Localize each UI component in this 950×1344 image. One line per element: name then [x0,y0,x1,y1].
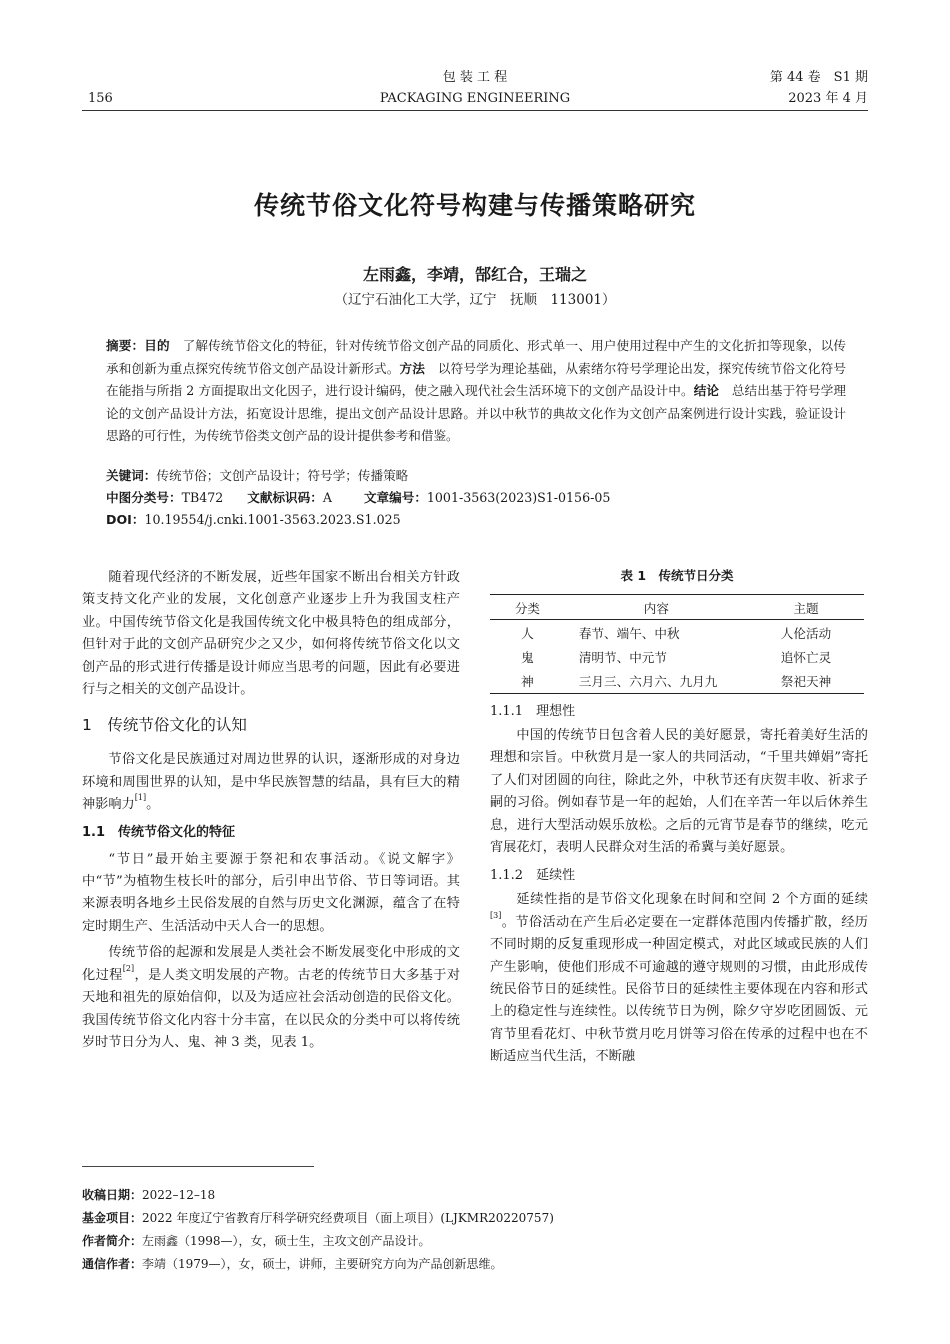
left-column [82,567,460,1054]
table-row [490,644,864,668]
section-1-text: 节俗文化是民族通过对周边世界的认识，逐渐形成的对身边环境和周围世界的认知，是中华民族智慧的结晶，具有巨大的精神影响力 [82,752,460,813]
section-1-paragraph [82,749,460,816]
abstract [106,335,846,448]
table-cell: 鬼 [521,650,534,666]
section-1-1-1-heading: 1.1.1 理想性 [490,704,576,719]
keywords [106,465,846,487]
received-label: 收稿日期： [82,1188,143,1202]
method-label: 方法 [399,360,426,376]
table-1 [490,594,864,694]
doc-code-label: 文献标识码： [247,490,323,505]
table-cell: 神 [490,669,565,694]
footnote-received [82,1184,882,1206]
article-no-label: 文章编号： [363,490,427,505]
journal-name-en: PACKAGING ENGINEERING [379,91,571,106]
footnote-corresponding [82,1253,882,1275]
volume-issue: 第 44 卷 S1 期 [769,70,868,85]
author-bio-label: 作者简介： [82,1234,143,1248]
section-1-end: 。 [146,797,160,813]
table-row [490,669,864,694]
received-value: 2022–12–18 [142,1188,216,1202]
issue-date: 2023 年 4 月 [788,91,868,106]
header-rule [82,110,868,111]
intro-paragraph: 随着现代经济的不断发展，近些年国家不断出台相关方针政策支持文化产业的发展，文化创意产业逐步上升为我国支柱产业。中国传统节俗文化是我国传统文化中极具特色的组成部分，但针对于此的文创产品研究少之又少，如何将传统节俗文化以文创产品的形式进行传播是设计师应当思考的问题，因此有必要进行与之相关的文创产品设计。 [82,570,460,698]
corresponding-label: 通信作者： [82,1257,143,1271]
reference-2: [2] [122,963,135,973]
affiliation: （辽宁石油化工大学，辽宁 抚顺 113001） [334,292,616,308]
continuity-paragraph [490,889,868,1068]
festival-development-paragraph [82,942,460,1054]
section-1-1-heading: 1.1 传统节俗文化的特征 [82,824,236,840]
table-cell: 人 [521,625,534,641]
conclusion-text: 总结出基于符号学理论的文创产品设计方法，拓宽设计思维，提出文创产品设计思路。并以中秋节的典故文化作为文创产品案例进行设计实践，验证设计思路的可行性，为传统节俗类文创产品的设计提供参考和借鉴。 [106,383,847,443]
reference-1: [1] [134,793,147,803]
table-cell: 人伦活动 [780,625,832,641]
table-cell: 春节、端午、中秋 [578,625,680,641]
journal-name-cn: 包 装 工 程 [442,70,508,85]
footnote-rule [82,1166,314,1167]
page-title: 传统节俗文化符号构建与传播策略研究 [253,191,696,220]
method-text: 以符号学为理论基础，从索绪尔符号学理论出发，探究传统节俗文化符号在能指与所指 2 方面提取出文化因子，进行设计编码，使之融入现代社会生活环境下的文创产品设计中。 [106,360,847,398]
table-cell: 清明节、中元节 [578,650,667,666]
table-cell: 三月三、六月六、九月九 [565,669,748,694]
article-no-value: 1001-3563(2023)S1-0156-05 [426,490,611,505]
corresponding-value: 李靖（1979—），女，硕士，讲师，主要研究方向为产品创新思维。 [142,1257,503,1271]
table-1-caption: 表 1 传统节日分类 [620,568,734,583]
doi-label: DOI： [106,512,145,527]
doi-value: 10.19554/j.cnki.1001-3563.2023.S1.025 [144,512,401,527]
para3-text-b: ，是人类文明发展的产物。古老的传统节日大多基于对天地和祖先的原始信仰，以及为适应社会活动创造的民俗文化。我国传统节俗文化内容十分丰富，在以民众的分类中可以将传统岁时节日分为人、鬼、神 3 类，见表 1。 [82,967,461,1050]
classification [106,487,846,509]
doc-code-value: A [322,490,332,505]
fund-value: 2022 年度辽宁省教育厅科学研究经费项目（面上项目）(LJKMR20220757) [142,1211,554,1225]
clc-label: 中图分类号： [106,490,182,505]
fund-label: 基金项目： [82,1211,143,1225]
keywords-value: 传统节俗；文创产品设计；符号学；传播策略 [156,468,409,483]
p112-text-b: 。节俗活动在产生后必定要在一定群体范围内传播扩散，经历不同时期的反复重现形成一种固定模式，对此区域或民族的人们产生影响，使他们形成不可逾越的遵守规则的习惯，由此形成传统民俗节日的延续性。民俗节日的延续性主要体现在内容和形式上的稳定性与连续性。以传统节日为例，除夕守岁吃团圆饭、元宵节里看花灯、中秋节赏月吃月饼等习俗在传承的过程中也在不断适应当代生活，不断融 [490,914,868,1065]
festival-origin-paragraph: “节日”最开始主要源于祭祀和农事活动。《说文解字》中“节”为植物生枝长叶的部分，后引申出节俗、节日等词语。其来源表明各地乡土民俗发展的自然与历史文化渊源，蕴含了在特定时期生产、生活活动中天人合一的思想。 [82,851,460,934]
footnote-fund [82,1207,882,1229]
ideal-paragraph: 中国的传统节日包含着人民的美好愿景，寄托着美好生活的理想和宗旨。中秋赏月是一家人的共同活动，“千里共婵娟”寄托了人们对团圆的向往，除此之外，中秋节还有庆贺丰收、祈求子嗣的习俗。例如春节是一年的起始，人们在辛苦一年以后休养生息，进行大型活动娱乐放松。之后的元宵节是春节的继续，吃元宵展花灯，表明人民群众对生活的希冀与美好愿景。 [490,728,868,856]
header-theme: 主题 [748,595,864,620]
author-list: 左雨鑫，李靖，郜红合，王瑞之 [362,265,587,284]
header-category: 分类 [490,595,565,620]
conclusion-label: 结论 [693,383,720,398]
table-row [490,620,864,645]
purpose-label: 目的 [144,338,170,353]
purpose-text: 了解传统节俗文化的特征，针对传统节俗文创产品的同质化、形式单一、用户使用过程中产生的文化折扣等现象，以传承和创新为重点探究传统节俗文创产品设计新形式。 [106,338,847,376]
header-content: 内容 [565,595,748,620]
author-bio-value: 左雨鑫（1998—），女，硕士生，主攻文创产品设计。 [142,1234,431,1248]
footnote-author-bio [82,1230,882,1252]
reference-3: [3] [490,910,502,920]
right-column [490,701,868,1069]
table-cell: 祭祀天神 [748,669,864,694]
p112-text-a: 延续性指的是节俗文化现象在时间和空间 2 个方面的延续 [516,892,868,908]
para3-text-a: 传统节俗的起源和发展是人类社会不断发展变化中形成的文化过程 [82,945,460,983]
clc-value: TB472 [181,490,224,505]
keywords-label: 关键词： [106,468,157,483]
section-1-1-2-heading: 1.1.2 延续性 [490,868,576,884]
table-cell: 追怀亡灵 [780,650,832,666]
page-number: 156 [88,91,113,106]
table-header-row [490,595,864,620]
doi [106,509,846,531]
section-1-heading: 1 传统节俗文化的认知 [82,716,247,735]
abstract-label: 摘要： [106,338,145,353]
